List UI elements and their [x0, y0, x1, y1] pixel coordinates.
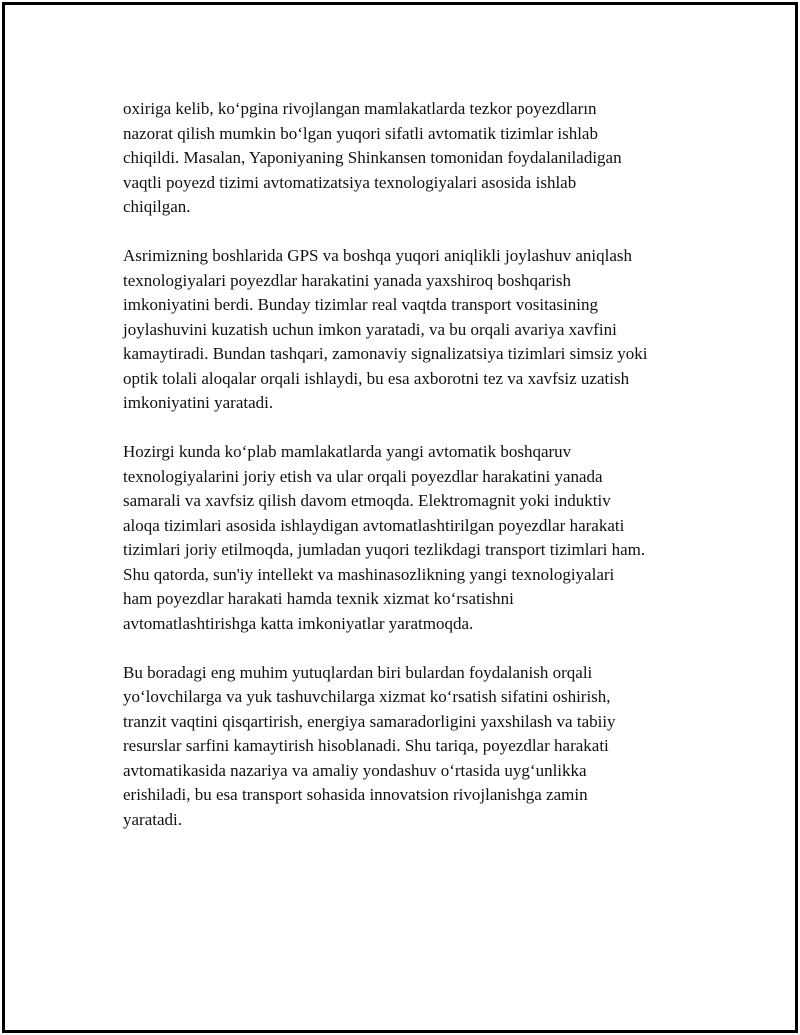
paragraph-1: oxiriga kelib, ko‘pgina rivojlangan mamlakatlarda tezkor poyezdların nazorat qilish mumkin bo‘lgan yuqori sifatli avtomatik tizimlar ishlab chiqildi. Masalan, Yaponiyaning Shinkansen tomonidan foydalaniladigan vaqtli poyezd tizimi avtomatizatsiya texnologiyalari asosida ishlab chiqilgan.	[123, 99, 622, 216]
paragraph-4: Bu boradagi eng muhim yutuqlardan biri bulardan foydalanish orqali yo‘lovchilarga va yuk tashuvchilarga xizmat ko‘rsatish sifatini oshirish, tranzit vaqtini qisqartirish, energiya samaradorligini yaxshilash va tabiiy resurslar sarfini kamaytirish hisoblanadi. Shu tariqa, poyezdlar harakati avtomatikasida nazariya va amaliy yondashuv o‘rtasida uyg‘unlikka erishiladi, bu esa transport sohasida innovatsion rivojlanishga zamin yaratadi.	[123, 662, 616, 829]
page-frame	[2, 2, 798, 1033]
paragraph-2: Asrimizning boshlarida GPS va boshqa yuqori aniqlikli joylashuv aniqlash texnologiyalari poyezdlar harakatini yanada yaxshiroq boshqarish imkoniyatini berdi. Bunday tizimlar real vaqtda transport vositasining joylashuvini kuzatish uchun imkon yaratadi, va bu orqali avariya xavfini kamaytiradi. Bundan tashqari, zamonaviy signalizatsiya tizimlari simsiz yoki optik tolali aloqalar orqali ishlaydi, bu esa axborotni tez va xavfsiz uzatish imkoniyatini yaratadi.	[123, 246, 648, 412]
paragraph-3: Hozirgi kunda ko‘plab mamlakatlarda yangi avtomatik boshqaruv texnologiyalarini joriy etish va ular orqali poyezdlar harakatini yanada samarali va xavfsiz qilish davom etmoqda. Elektromagnit yoki induktiv aloqa tizimlari asosida ishlaydigan avtomatlashtirilgan poyezdlar harakati tizimlari joriy etilmoqda, jumladan yuqori tezlikdagi transport tizimlari ham. Shu qatorda, sun'iy intellekt va mashinasozlikning yangi texnologiyalari ham poyezdlar harakati hamda texnik xizmat ko‘rsatishni avtomatlashtirishga katta imkoniyatlar yaratmoqda.	[123, 442, 646, 633]
document-body	[123, 97, 703, 857]
